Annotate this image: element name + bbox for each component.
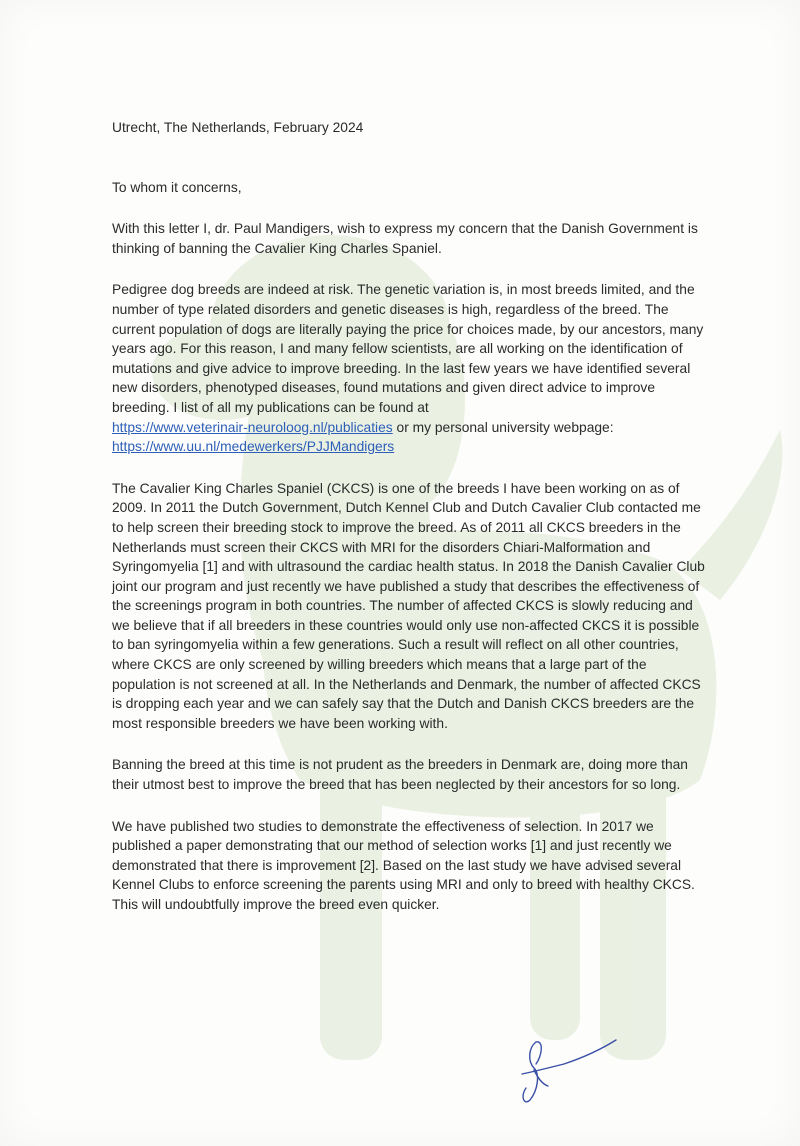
- handwritten-signature: [508, 1034, 618, 1106]
- ban-opinion-paragraph: Banning the breed at this time is not prudent as the breeders in Denmark are, doing more than their utmost best to improve the breed that has been neglected by their ancestors for so long.: [112, 757, 688, 793]
- university-page-link[interactable]: https://www.uu.nl/medewerkers/PJJMandigers: [112, 439, 395, 455]
- research-text: Pedigree dog breeds are indeed at risk. The genetic variation is, in most breeds limited, and the number of type related disorders and genetic diseases is high, regardless of the breed. The current population of dogs are literally paying the price for choices made, by our ancestors, many years ago. For this reason, I and many fellow scientists, are all working on the identification of mutations and give advice to improve breeding. In the last few years we have identified several new disorders, phenotyped diseases, found mutations and given direct advice to improve breeding. I list of all my publications can be found at: [112, 282, 704, 415]
- link-connector-text: or my personal university webpage:: [396, 419, 614, 435]
- publications-link[interactable]: https://www.veterinair-neuroloog.nl/publicaties: [112, 419, 393, 435]
- place-date: Utrecht, The Netherlands, February 2024: [112, 120, 364, 135]
- research-paragraph: [112, 280, 712, 456]
- letter-body: [112, 118, 712, 937]
- studies-paragraph: We have published two studies to demonstrate the effectiveness of selection. In 2017 we published a paper demonstrating that our method of selection works [1] and just recently we demonstrated that there is improvement [2]. Based on the last study we have advised several Kennel Clubs to enforce screening the parents using MRI and only to breed with healthy CKCS. This will undoubtfully improve the breed even quicker.: [112, 818, 695, 912]
- salutation: To whom it concerns,: [112, 179, 242, 195]
- intro-paragraph: With this letter I, dr. Paul Mandigers, wish to express my concern that the Danish Government is thinking of banning the Cavalier King Charles Spaniel.: [112, 221, 698, 256]
- ckcs-program-paragraph: The Cavalier King Charles Spaniel (CKCS) is one of the breeds I have been working on as of 2009. In 2011 the Dutch Government, Dutch Kennel Club and Dutch Cavalier Club contacted me to help screen their breeding stock to improve the breed. As of 2011 all CKCS breeders in the Netherlands must screen their CKCS with MRI for the disorders Chiari-Malformation and Syringomyelia [1] and with ultrasound the cardiac health status. In 2018 the Danish Cavalier Club joint our program and just recently we have published a study that describes the effectiveness of the screenings program in both countries. The number of affected CKCS is slowly reducing and we believe that if all breeders in these countries would only use non-affected CKCS it is possible to ban syringomyelia within a few generations. Such a result will reflect on all other countries, where CKCS are only screened by willing breeders which means that a large part of the population is not screened at all. In the Netherlands and Denmark, the number of affected CKCS is dropping each year and we can safely say that the Dutch and Danish CKCS breeders are the most responsible breeders we have been working with.: [112, 480, 705, 731]
